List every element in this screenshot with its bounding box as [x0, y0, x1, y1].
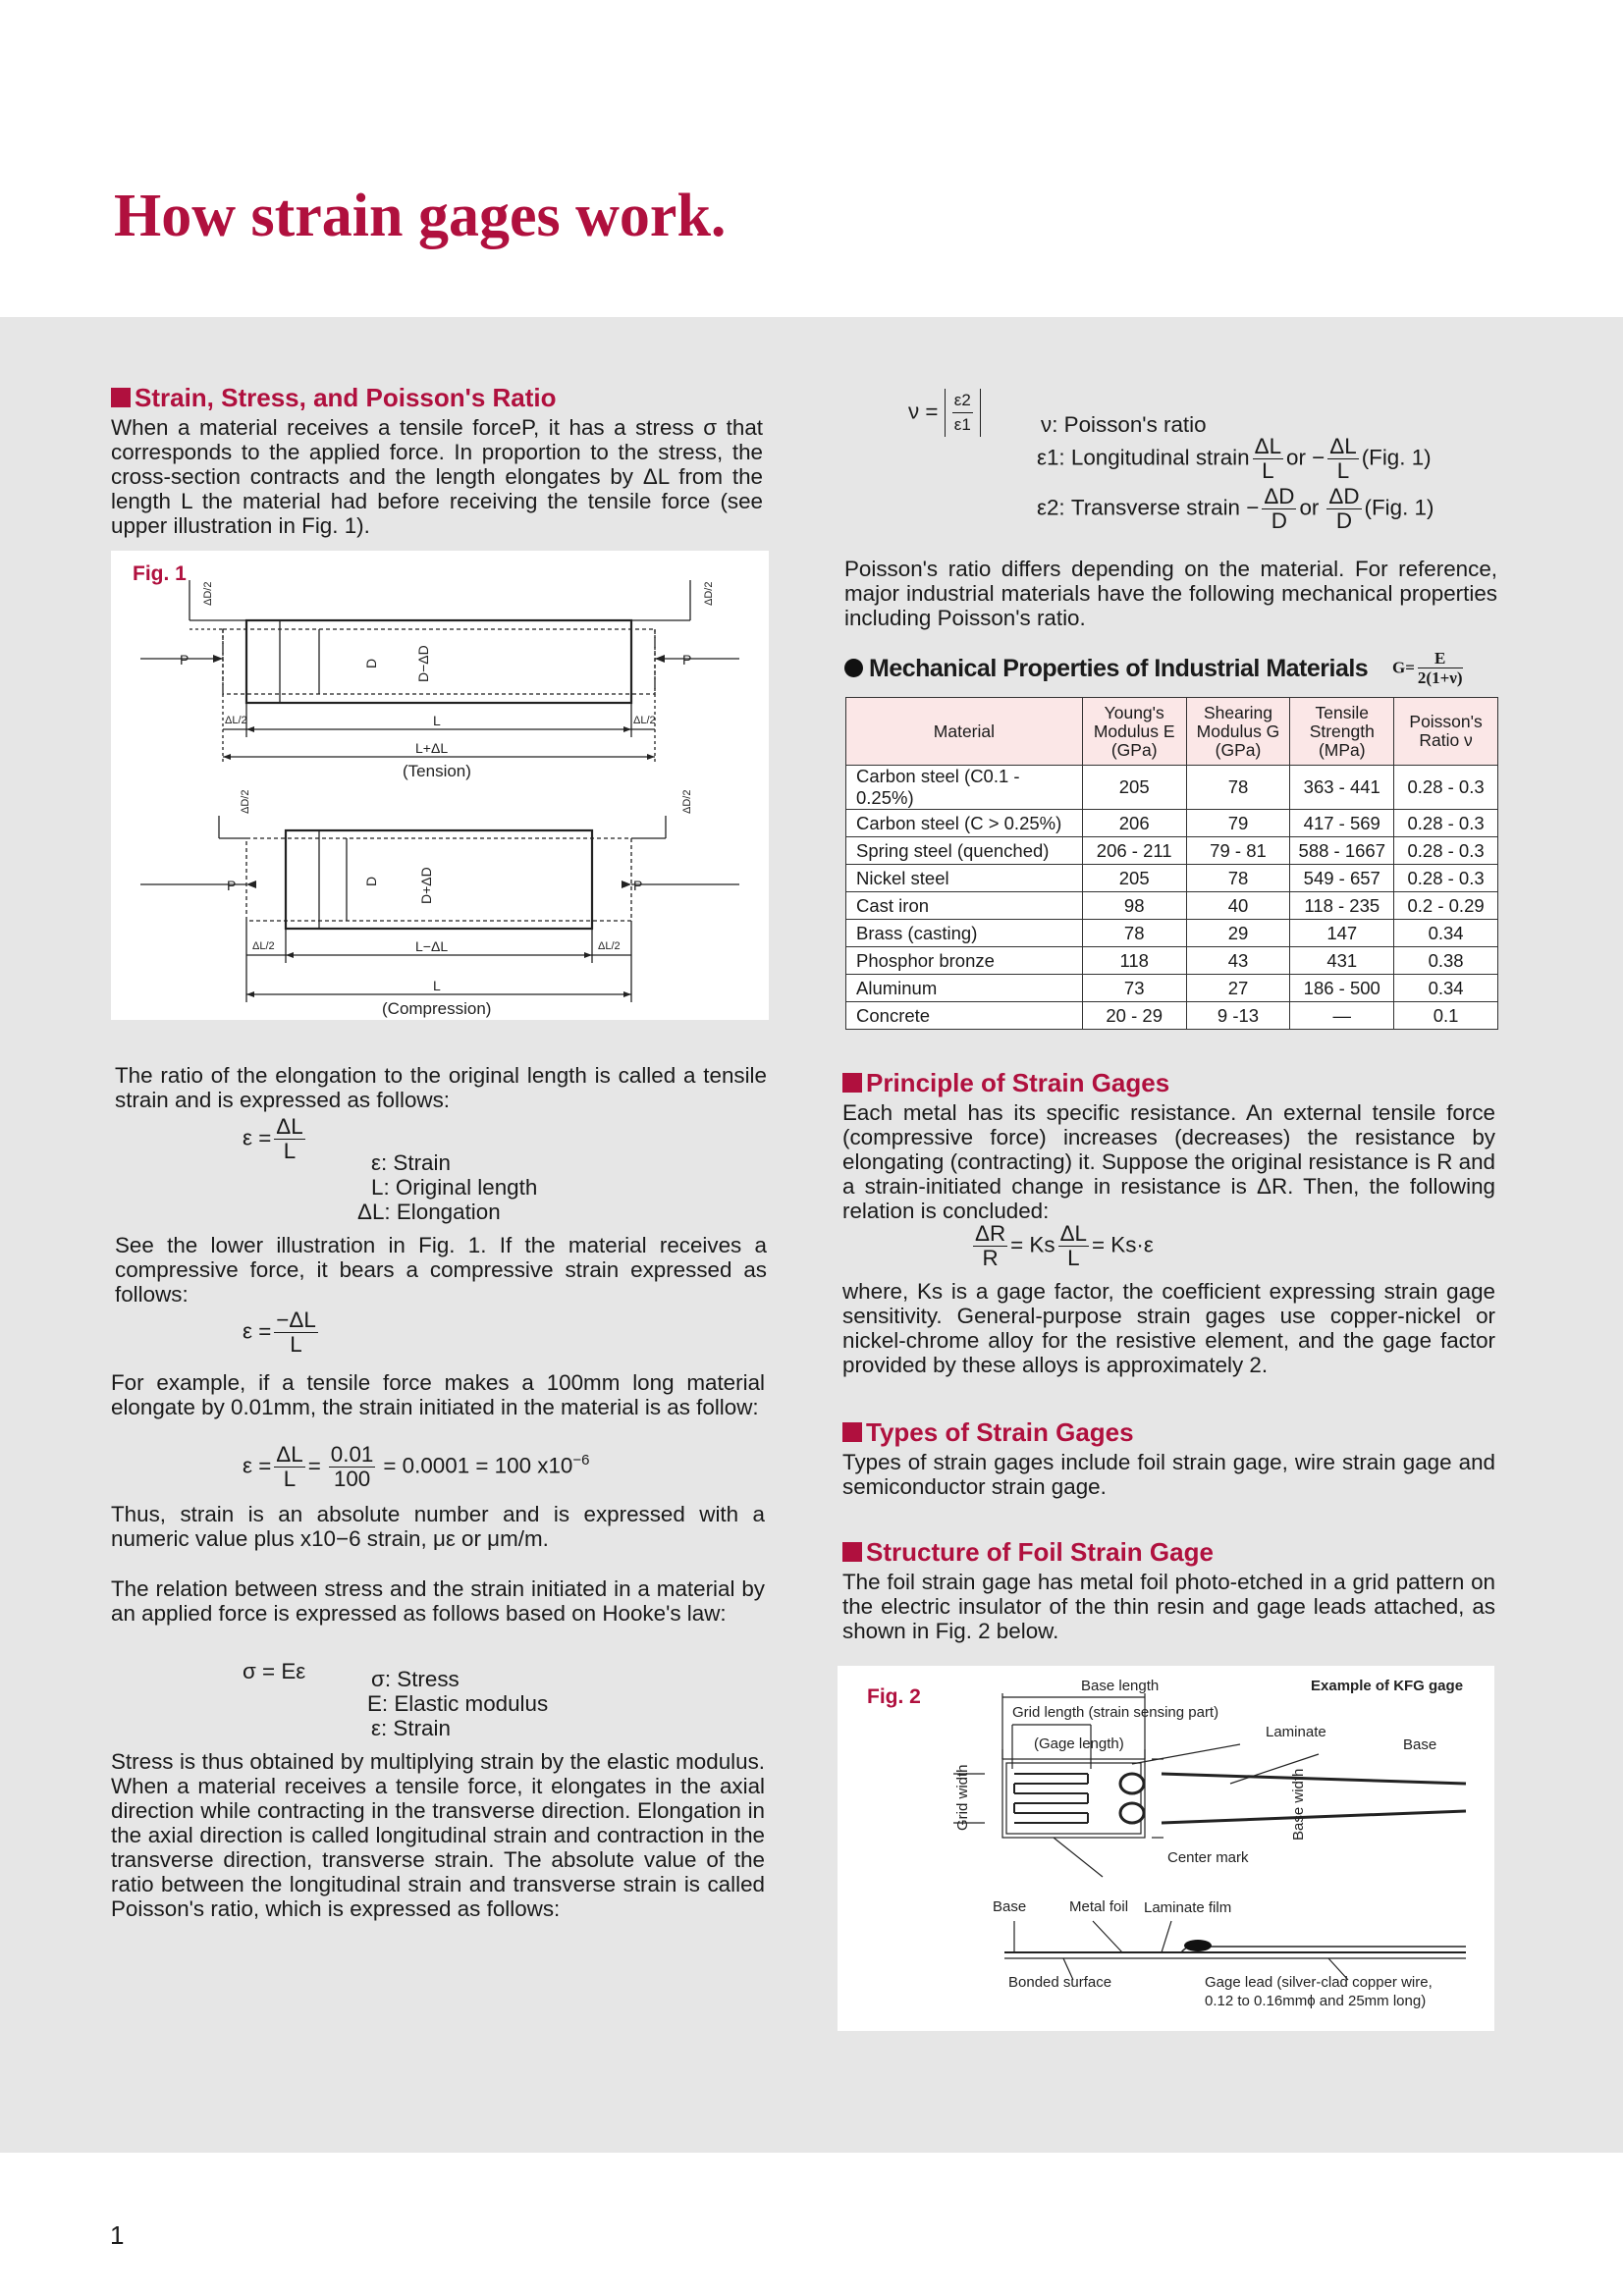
strain-definitions: [357, 1150, 537, 1224]
numerator: ΔL: [276, 1114, 303, 1139]
heading-structure: [842, 1537, 1495, 1567]
laminate-film-label: Laminate film: [1144, 1899, 1232, 1916]
numerator: ΔD: [1328, 484, 1360, 508]
th-poisson: Poisson's Ratio ν: [1394, 698, 1498, 766]
table-cell: 78: [1186, 865, 1290, 892]
table-cell: 78: [1082, 920, 1186, 947]
where-paragraph: [842, 1279, 1495, 1377]
table-row: [846, 766, 1498, 810]
eq-mid: = Ks: [1010, 1232, 1055, 1257]
eq-lhs: ν =: [908, 399, 939, 424]
fraction: [952, 389, 973, 437]
table-heading: [844, 655, 1368, 683]
fraction: [1058, 1222, 1089, 1270]
page-title: How strain gages work.: [114, 183, 727, 249]
table-cell: Aluminum: [846, 975, 1083, 1002]
def-length: L: Original length: [371, 1175, 538, 1200]
numerator: ΔL: [276, 1442, 303, 1467]
or-text: or −: [1286, 445, 1325, 470]
fraction: [1326, 485, 1361, 533]
def-modulus: E: Elastic modulus: [367, 1691, 549, 1716]
table-cell: 0.34: [1394, 975, 1498, 1002]
sec-principle: [842, 1068, 1495, 1223]
denominator: R: [982, 1246, 999, 1270]
gage-base: [1002, 1759, 1145, 1838]
heading-strain-stress: [111, 383, 763, 412]
transverse-strain-def: [1037, 485, 1434, 533]
eq-result: = 0.0001 = 100 x10: [383, 1453, 573, 1478]
shear-formula: [1392, 650, 1466, 688]
numerator: ΔL: [1059, 1221, 1087, 1246]
types-text: Types of strain gages include foil strain gage, wire strain gage and semiconductor strain gage.: [842, 1450, 1495, 1499]
table-cell: Brass (casting): [846, 920, 1083, 947]
hooke-paragraph: [111, 1576, 765, 1626]
square-bullet-icon: [842, 1542, 862, 1562]
sec-types: [842, 1417, 1495, 1499]
denominator: L: [1336, 458, 1350, 483]
table-cell: 27: [1186, 975, 1290, 1002]
table-cell: Phosphor bronze: [846, 947, 1083, 975]
poisson-equation: [908, 389, 981, 437]
base-length-label: Base length: [1081, 1678, 1160, 1694]
bonded-surface-label: Bonded surface: [1008, 1974, 1112, 1991]
sec-structure: [842, 1537, 1495, 1643]
denominator: ε1: [953, 415, 971, 434]
grid-pattern: [1014, 1774, 1088, 1823]
table-row: [846, 920, 1498, 947]
square-bullet-icon: [842, 1073, 862, 1093]
table-cell: 118 - 235: [1290, 892, 1394, 920]
fig2-label: Fig. 2: [867, 1685, 921, 1708]
hooke-definitions: [367, 1667, 548, 1740]
dim-dD2: ΔD/2: [703, 581, 715, 606]
principle-text: Each metal has its specific resistance. An external tensile force (compressive force) increases (decreases) the resistance by elongating (contracting) it. Suppose the original resistance is R and a strain-initiated change in resistance is ΔR. Then, the following relation is concluded:: [842, 1100, 1495, 1223]
numerator: 0.01: [330, 1442, 374, 1467]
fraction: [329, 1443, 376, 1491]
fraction: [973, 1222, 1007, 1270]
heading-text: Structure of Foil Strain Gage: [866, 1537, 1214, 1567]
table-cell: 206 - 211: [1082, 837, 1186, 865]
table-header-row: [846, 698, 1498, 766]
structure-text: The foil strain gage has metal foil photo-etched in a grid pattern on the electric insulator of the thin resin and gage leads attached, as shown in Fig. 2 below.: [842, 1570, 1495, 1643]
denominator: L: [1067, 1246, 1080, 1270]
table-cell: 205: [1082, 766, 1186, 810]
th-tensile: Tensile Strength (MPa): [1290, 698, 1394, 766]
compression-deformed: [286, 830, 592, 929]
long-label: ε1: Longitudinal strain: [1037, 445, 1250, 470]
table-cell: 0.28 - 0.3: [1394, 837, 1498, 865]
numerator: E: [1418, 650, 1463, 668]
table-cell: 588 - 1667: [1290, 837, 1394, 865]
table-cell: —: [1290, 1002, 1394, 1030]
base-label: Base: [1403, 1736, 1437, 1753]
table-cell: 147: [1290, 920, 1394, 947]
table-cell: 79 - 81: [1186, 837, 1290, 865]
dim-dD2: ΔD/2: [681, 789, 693, 814]
force-label-P: P: [633, 878, 643, 893]
table-cell: 73: [1082, 975, 1186, 1002]
table-cell: 549 - 657: [1290, 865, 1394, 892]
table-cell: 20 - 29: [1082, 1002, 1186, 1030]
heading-text: Strain, Stress, and Poisson's Ratio: [135, 383, 557, 412]
fraction: [274, 1443, 304, 1491]
th-youngs: Young's Modulus E (GPa): [1082, 698, 1186, 766]
eq-end: = Ks·ε: [1092, 1232, 1154, 1257]
def-stress: σ: Stress: [371, 1667, 460, 1691]
def-poisson: ν: Poisson's ratio: [1041, 412, 1207, 437]
th-shear: Shearing Modulus G (GPa): [1186, 698, 1290, 766]
stress-paragraph: [111, 1749, 765, 1921]
table-cell: 0.28 - 0.3: [1394, 865, 1498, 892]
def-elongation: ΔL: Elongation: [357, 1200, 501, 1224]
eq-lhs: G=: [1392, 658, 1415, 677]
compression-bar: [246, 838, 631, 921]
gage-lead-label-1: Gage lead (silver-clad copper wire,: [1205, 1974, 1433, 1991]
compress-text: See the lower illustration in Fig. 1. If the material receives a compressive force, it bears a compressive strain expressed as follows:: [115, 1233, 767, 1307]
grid-width-label: Grid width: [954, 1764, 971, 1831]
eq-sign: =: [307, 1453, 321, 1478]
example-paragraph: [111, 1370, 765, 1419]
longitudinal-strain-def: [1037, 435, 1432, 483]
heading-text: Principle of Strain Gages: [866, 1068, 1170, 1097]
compress-paragraph: [115, 1233, 767, 1307]
poisson-diff-paragraph: [844, 557, 1497, 630]
denominator: 2(1+ν): [1417, 668, 1463, 687]
denominator: L: [283, 1139, 297, 1163]
table-cell: 417 - 569: [1290, 810, 1394, 837]
intro-paragraph: When a material receives a tensile forceP, it has a stress σ that corresponds to the applied force. In proportion to the stress, the cross-section contracts and the length elongates by ΔL from the length L the material had before receiving the tensile force (see upper illustration in Fig. 1).: [111, 415, 763, 538]
denominator: L: [290, 1332, 302, 1357]
grid-length-label: Grid length (strain sensing part): [1012, 1704, 1219, 1721]
table-cell: Concrete: [846, 1002, 1083, 1030]
table-cell: 9 -13: [1186, 1002, 1290, 1030]
numerator: ΔR: [975, 1221, 1006, 1246]
dim-dL2: ΔL/2: [633, 715, 656, 726]
eq-exponent: −6: [572, 1451, 590, 1468]
laminate-label: Laminate: [1266, 1724, 1326, 1740]
th-material: Material: [846, 698, 1083, 766]
dim-D: D: [363, 658, 379, 668]
denominator: D: [1335, 508, 1353, 533]
dim-L-minus: L−ΔL: [415, 938, 449, 954]
metal-foil-label: Metal foil: [1069, 1898, 1129, 1915]
strain-equation: [243, 1115, 308, 1163]
page-number: 1: [110, 2220, 125, 2250]
heading-types: [842, 1417, 1495, 1447]
fraction: [1262, 485, 1296, 533]
numerator: ΔL: [1254, 434, 1282, 458]
table-cell: 363 - 441: [1290, 766, 1394, 810]
table-cell: Spring steel (quenched): [846, 837, 1083, 865]
dim-L: L: [433, 978, 441, 993]
denominator: L: [1262, 458, 1274, 483]
tension-caption: (Tension): [403, 762, 471, 780]
example-equation: [243, 1443, 589, 1491]
table-cell: 0.1: [1394, 1002, 1498, 1030]
table-cell: 431: [1290, 947, 1394, 975]
table-cell: Carbon steel (C0.1 - 0.25%): [846, 766, 1083, 810]
thus-paragraph: [111, 1502, 765, 1551]
gage-length-label: (Gage length): [1034, 1735, 1124, 1752]
force-label-P: P: [682, 652, 692, 667]
table-heading-text: Mechanical Properties of Industrial Materials: [869, 655, 1369, 682]
eq-lhs: ε =: [243, 1125, 272, 1150]
table-row: [846, 810, 1498, 837]
gage-factor-equation: [970, 1222, 1154, 1270]
fig2-diagram: [838, 1666, 1494, 2031]
denominator: 100: [333, 1467, 371, 1491]
dim-D-minus: D−ΔD: [415, 645, 431, 682]
table-cell: 206: [1082, 810, 1186, 837]
table-row: [846, 1002, 1498, 1030]
fraction: [274, 1115, 304, 1163]
table-cell: 186 - 500: [1290, 975, 1394, 1002]
tension-bar: [246, 620, 631, 703]
table-cell: 0.34: [1394, 920, 1498, 947]
sec-strain-stress: [111, 383, 763, 538]
numerator: ΔD: [1264, 484, 1295, 508]
eq-lhs: ε =: [243, 1453, 272, 1478]
table-cell: 79: [1186, 810, 1290, 837]
dim-L-plus: L+ΔL: [415, 740, 449, 756]
fig1-label: Fig. 1: [133, 562, 187, 585]
example-text: For example, if a tensile force makes a 100mm long material elongate by 0.01mm, the strain initiated in the material is as follow:: [111, 1370, 765, 1419]
def-strain: ε: Strain: [371, 1150, 451, 1175]
bullet-icon: [844, 659, 863, 677]
def-strain: ε: Strain: [371, 1716, 451, 1740]
ratio-paragraph: [115, 1063, 767, 1112]
table-cell: Cast iron: [846, 892, 1083, 920]
base-label-2: Base: [993, 1898, 1027, 1915]
table-cell: 0.2 - 0.29: [1394, 892, 1498, 920]
eq-lhs: ε =: [243, 1318, 272, 1344]
table-row: [846, 892, 1498, 920]
table-cell: 205: [1082, 865, 1186, 892]
table-cell: 118: [1082, 947, 1186, 975]
dim-dD2: ΔD/2: [240, 789, 251, 814]
dim-L: L: [433, 713, 441, 728]
example-kfg-label: Example of KFG gage: [1311, 1678, 1464, 1694]
table-cell: 0.38: [1394, 947, 1498, 975]
table-cell: 78: [1186, 766, 1290, 810]
square-bullet-icon: [111, 388, 131, 407]
table-cell: 0.28 - 0.3: [1394, 810, 1498, 837]
base-width-label: Base width: [1290, 1768, 1307, 1841]
thus-text: Thus, strain is an absolute number and is expressed with a numeric value plus x10−6 strain, με or μm/m.: [111, 1502, 765, 1551]
tension-original-outline: [223, 629, 655, 694]
table-body: [846, 766, 1498, 1030]
dim-dL2: ΔL/2: [252, 940, 275, 952]
abs-bars: [945, 389, 981, 437]
compression-caption: (Compression): [382, 999, 492, 1018]
fraction: [1327, 435, 1358, 483]
table-cell: Nickel steel: [846, 865, 1083, 892]
stress-text: Stress is thus obtained by multiplying strain by the elastic modulus. When a material receives a tensile force, it elongates in the axial direction while contracting in the transverse direction. Elongation in the axial direction is called longitudinal strain and contraction in the transverse direction, transverse strain. The absolute value of the ratio between the longitudinal strain and transverse strain is called Poisson's ratio, which is expressed as follows:: [111, 1749, 765, 1921]
table-row: [846, 837, 1498, 865]
fig1-diagram: [111, 551, 769, 1020]
table-row: [846, 975, 1498, 1002]
or-text: or: [1299, 495, 1320, 520]
ratio-text: The ratio of the elongation to the original length is called a tensile strain and is expressed as follows:: [115, 1063, 767, 1112]
fraction: [1418, 650, 1463, 688]
square-bullet-icon: [842, 1422, 862, 1442]
gage-lead-label-2: 0.12 to 0.16mmϕ and 25mm long): [1205, 1993, 1427, 2009]
numerator: −ΔL: [276, 1308, 316, 1332]
table-cell: 40: [1186, 892, 1290, 920]
compressive-equation: [243, 1308, 321, 1357]
figure-1: [111, 551, 769, 1020]
force-label-P: P: [180, 652, 189, 667]
table-cell: 0.28 - 0.3: [1394, 766, 1498, 810]
dim-D-plus: D+ΔD: [418, 867, 434, 904]
trans-label: ε2: Transverse strain −: [1037, 495, 1260, 520]
fig-ref: (Fig. 1): [1361, 445, 1432, 470]
table-cell: Carbon steel (C > 0.25%): [846, 810, 1083, 837]
force-label-P: P: [227, 878, 237, 893]
fraction: [274, 1308, 318, 1357]
hooke-equation: σ = Eε: [243, 1659, 306, 1683]
numerator: ε2: [952, 389, 973, 413]
heading-principle: [842, 1068, 1495, 1097]
figure-2: [838, 1666, 1494, 2031]
heading-text: Types of Strain Gages: [866, 1417, 1134, 1447]
hooke-text: The relation between stress and the strain initiated in a material by an applied force is expressed as follows based on Hooke's law:: [111, 1576, 765, 1626]
denominator: L: [283, 1467, 297, 1491]
center-mark-label: Center mark: [1167, 1849, 1249, 1866]
materials-table: [845, 697, 1498, 1030]
table-cell: 98: [1082, 892, 1186, 920]
dim-D: D: [363, 876, 379, 886]
fraction: [1253, 435, 1283, 483]
dim-dL2: ΔL/2: [598, 940, 621, 952]
table-row: [846, 865, 1498, 892]
dim-dD2: ΔD/2: [202, 581, 214, 606]
poisson-diff-text: Poisson's ratio differs depending on the material. For reference, major industrial materials have the following mechanical properties including Poisson's ratio.: [844, 557, 1497, 630]
table-row: [846, 947, 1498, 975]
denominator: D: [1271, 508, 1287, 533]
table-cell: 43: [1186, 947, 1290, 975]
table-cell: 29: [1186, 920, 1290, 947]
where-text: where, Ks is a gage factor, the coefficient expressing strain gage sensitivity. General-purpose strain gages use copper-nickel or nickel-chrome alloy for the resistive element, and the gage factor provided by these alloys is approximately 2.: [842, 1279, 1495, 1377]
dim-dL2: ΔL/2: [225, 715, 247, 726]
numerator: ΔL: [1329, 434, 1357, 458]
fig-ref: (Fig. 1): [1364, 495, 1434, 520]
